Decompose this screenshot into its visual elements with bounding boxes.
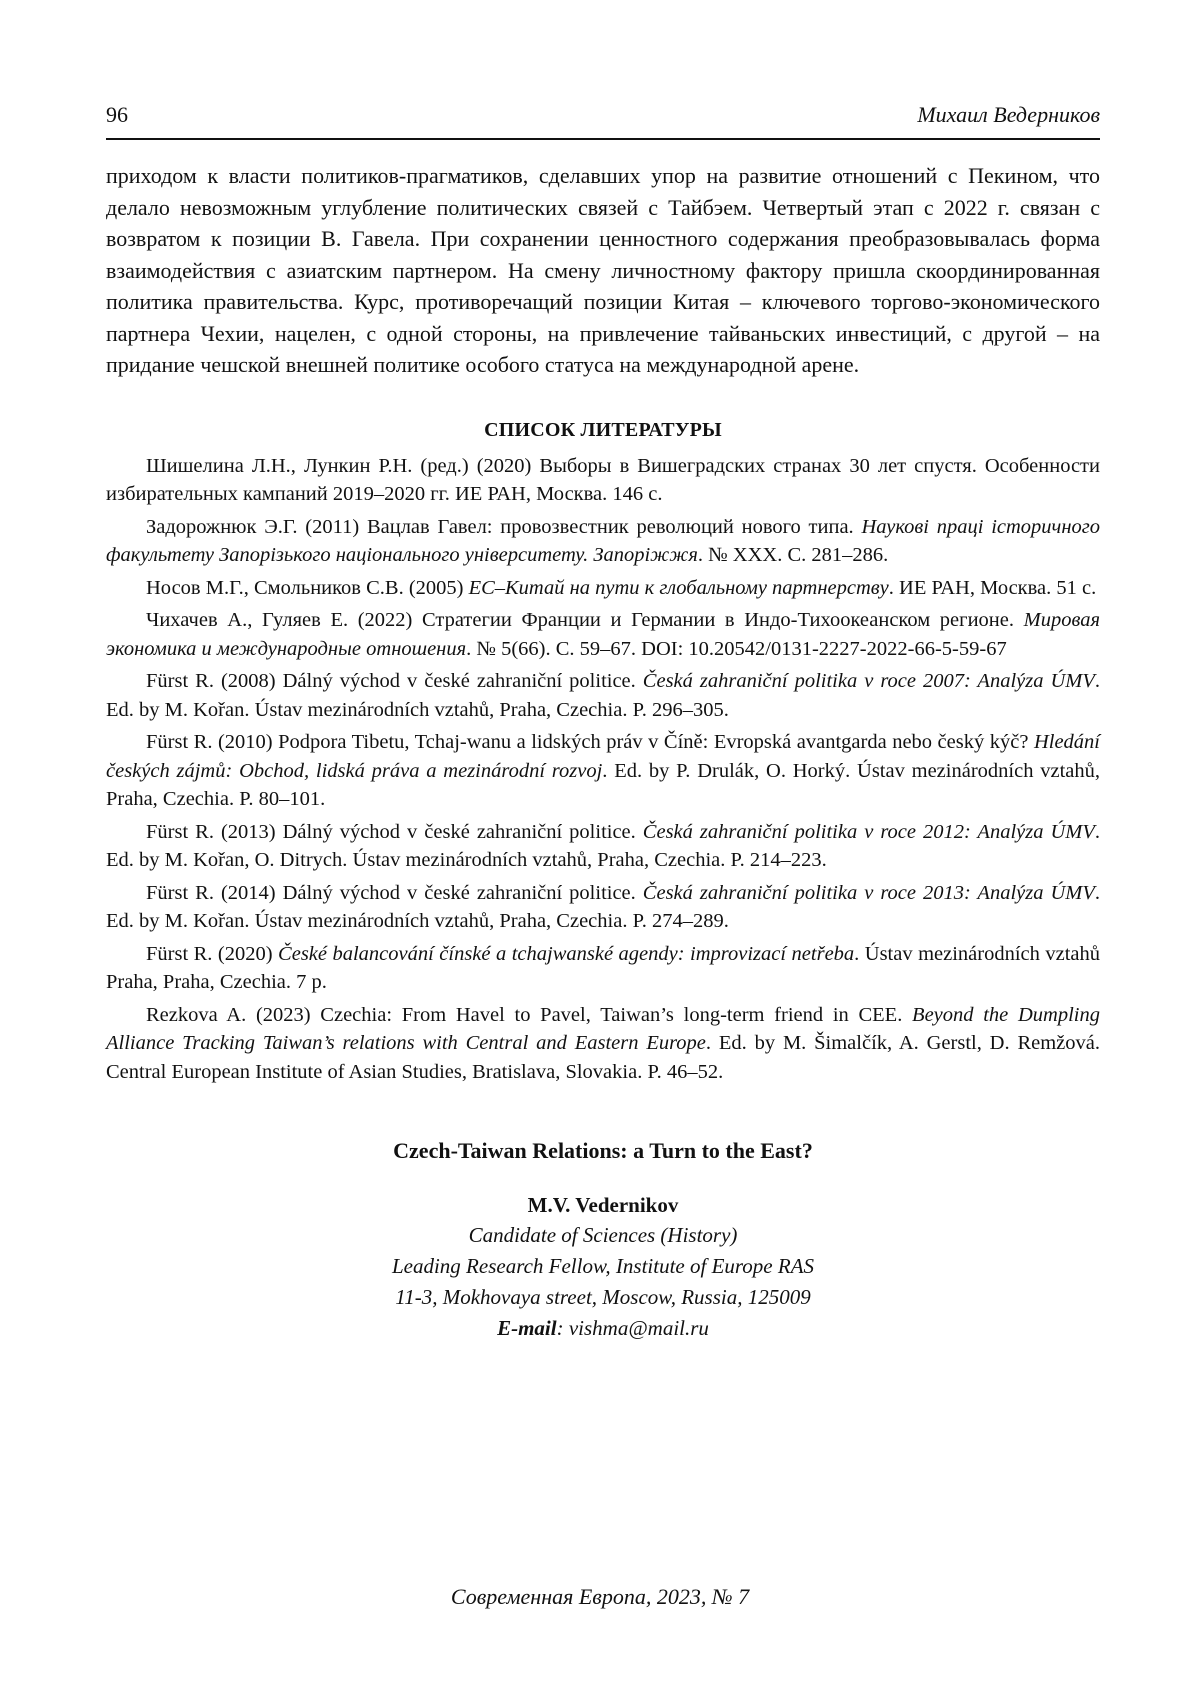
reference-item xyxy=(106,513,1100,570)
reference-item xyxy=(106,452,1100,509)
reference-source-title: Česká zahraniční politika v roce 2012: Analýza ÚMV xyxy=(642,820,1095,843)
reference-item xyxy=(106,606,1100,663)
reference-text: Fürst R. (2008) Dálný východ v české zahraniční politice. xyxy=(146,670,643,692)
page xyxy=(106,100,1100,1344)
reference-source-title: Наукові праці історичного факультету Запорізького національного університету. Запоріжжя xyxy=(106,515,1100,566)
reference-source-title: Česká zahraniční politika v roce 2007: Analýza ÚMV xyxy=(642,670,1095,692)
author-position: Leading Research Fellow, Institute of Europe RAS xyxy=(391,1254,815,1278)
email-separator: : xyxy=(556,1316,569,1340)
reference-source-title: České balancování čínské a tchajwanské agendy: improvizací netřeba xyxy=(278,942,855,965)
references-list xyxy=(106,452,1100,1087)
reference-item xyxy=(106,879,1100,936)
reference-source-title: Česká zahraniční politika v roce 2013: Analýza ÚMV xyxy=(642,881,1095,904)
reference-item xyxy=(106,1001,1100,1087)
reference-text: Чихачев А., Гуляев Е. (2022) Стратегии Франции и Германии в Индо-Тихоокеанском регионе. xyxy=(146,609,1024,631)
journal-footer: Современная Европа, 2023, № 7 xyxy=(450,1584,750,1609)
reference-text: Шишелина Л.Н., Лункин Р.Н. (ред.) (2020) Выборы в Вишеградских странах 30 лет спустя. Особенности избирательных кампаний 2019–2020 гг. ИЕ РАН, Москва. 146 с. xyxy=(106,454,1100,505)
reference-text: Rezkova A. (2023) Czechia: From Havel to Pavel, Taiwan’s long-term friend in CEE. xyxy=(146,1003,913,1026)
english-title: Czech-Taiwan Relations: a Turn to the East? xyxy=(393,1138,813,1163)
english-abstract xyxy=(106,1136,1100,1344)
english-author: M.V. Vedernikov xyxy=(527,1193,679,1217)
author-email-line xyxy=(106,1313,1100,1344)
reference-details: . Ústav mezinárodních vztahů Praha, Praha, Czechia. 7 p. xyxy=(106,942,1101,993)
reference-details: . Ed. by M. Kořan. Ústav mezinárodních vztahů, Praha, Czechia. P. 274–289. xyxy=(106,881,1101,932)
email-label: E-mail xyxy=(497,1316,557,1340)
email-link[interactable]: vishma@mail.ru xyxy=(568,1316,709,1340)
running-head xyxy=(106,100,1100,140)
reference-details: . ИЕ РАН, Москва. 51 с. xyxy=(888,576,1097,599)
running-head-author: Михаил Ведерников xyxy=(917,102,1100,127)
reference-source-title: Мировая экономика и международные отношения xyxy=(106,609,1100,660)
reference-item xyxy=(106,667,1100,724)
reference-details: . № XXX. С. 281–286. xyxy=(697,544,889,566)
references-heading: СПИСОК ЛИТЕРАТУРЫ xyxy=(484,418,722,441)
author-address: 11-3, Mokhovaya street, Moscow, Russia, 125009 xyxy=(395,1285,811,1309)
reference-source-title: ЕС–Китай на пути к глобальному партнерству xyxy=(468,576,889,599)
reference-item xyxy=(106,574,1100,603)
reference-item xyxy=(106,940,1100,997)
reference-text: Fürst R. (2014) Dálný východ v české zahraniční politice. xyxy=(146,881,643,904)
page-number: 96 xyxy=(106,102,128,127)
reference-details: . Ed. by M. Kořan, O. Ditrych. Ústav mezinárodních vztahů, Praha, Czechia. P. 214–223. xyxy=(106,820,1101,871)
reference-item xyxy=(106,818,1100,875)
reference-text: Fürst R. (2013) Dálný východ v české zahraniční politice. xyxy=(146,820,643,843)
reference-text: Fürst R. (2010) Podpora Tibetu, Tchaj-wanu a lidských práv v Číně: Evropská avantgarda nebo český kýč? xyxy=(146,731,1034,753)
body-paragraph: приходом к власти политиков-прагматиков, сделавших упор на развитие отношений с Пекином, что делало невозможным углубление политических связей с Тайбэем. Четвертый этап с 2022 г. связан с возвратом к позиции В. Гавела. При сохранении ценностного содержания преобразовывалась форма взаимодействия с азиатским партнером. На смену личностному фактору пришла скоординированная политика правительства. Курс, противоречащий позиции Китая – ключевого торгово-экономического партнера Чехии, нацелен, с одной стороны, на привлечение тайваньских инвестиций, с другой – на придание чешской внешней политике особого статуса на международной арене. xyxy=(106,163,1100,377)
reference-source-title: Beyond the Dumpling Alliance Tracking Taiwan’s relations with Central and Eastern Europe xyxy=(106,1003,1100,1054)
reference-details: . Ed. by P. Drulák, O. Horký. Ústav mezinárodních vztahů, Praha, Czechia. P. 80–101. xyxy=(106,759,1100,810)
reference-item xyxy=(106,728,1100,814)
reference-details: . Ed. by M. Kořan. Ústav mezinárodních vztahů, Praha, Czechia. P. 296–305. xyxy=(106,670,1101,721)
reference-details: . № 5(66). С. 59–67. DOI: 10.20542/0131-2227-2022-66-5-59-67 xyxy=(466,637,1007,660)
reference-text: Задорожнюк Э.Г. (2011) Вацлав Гавел: провозвестник революций нового типа. xyxy=(146,515,862,538)
reference-text: Носов М.Г., Смольников С.В. (2005) xyxy=(146,576,469,599)
author-degree: Candidate of Sciences (History) xyxy=(468,1223,738,1247)
reference-source-title: Hledání českých zájmů: Obchod, lidská práva a mezinárodní rozvoj xyxy=(106,731,1100,782)
reference-text: Fürst R. (2020) xyxy=(146,942,279,965)
reference-details: . Ed. by M. Šimalčík, A. Gerstl, D. Remžová. Central European Institute of Asian Studies, Bratislava, Slovakia. P. 46–52. xyxy=(106,1032,1100,1083)
